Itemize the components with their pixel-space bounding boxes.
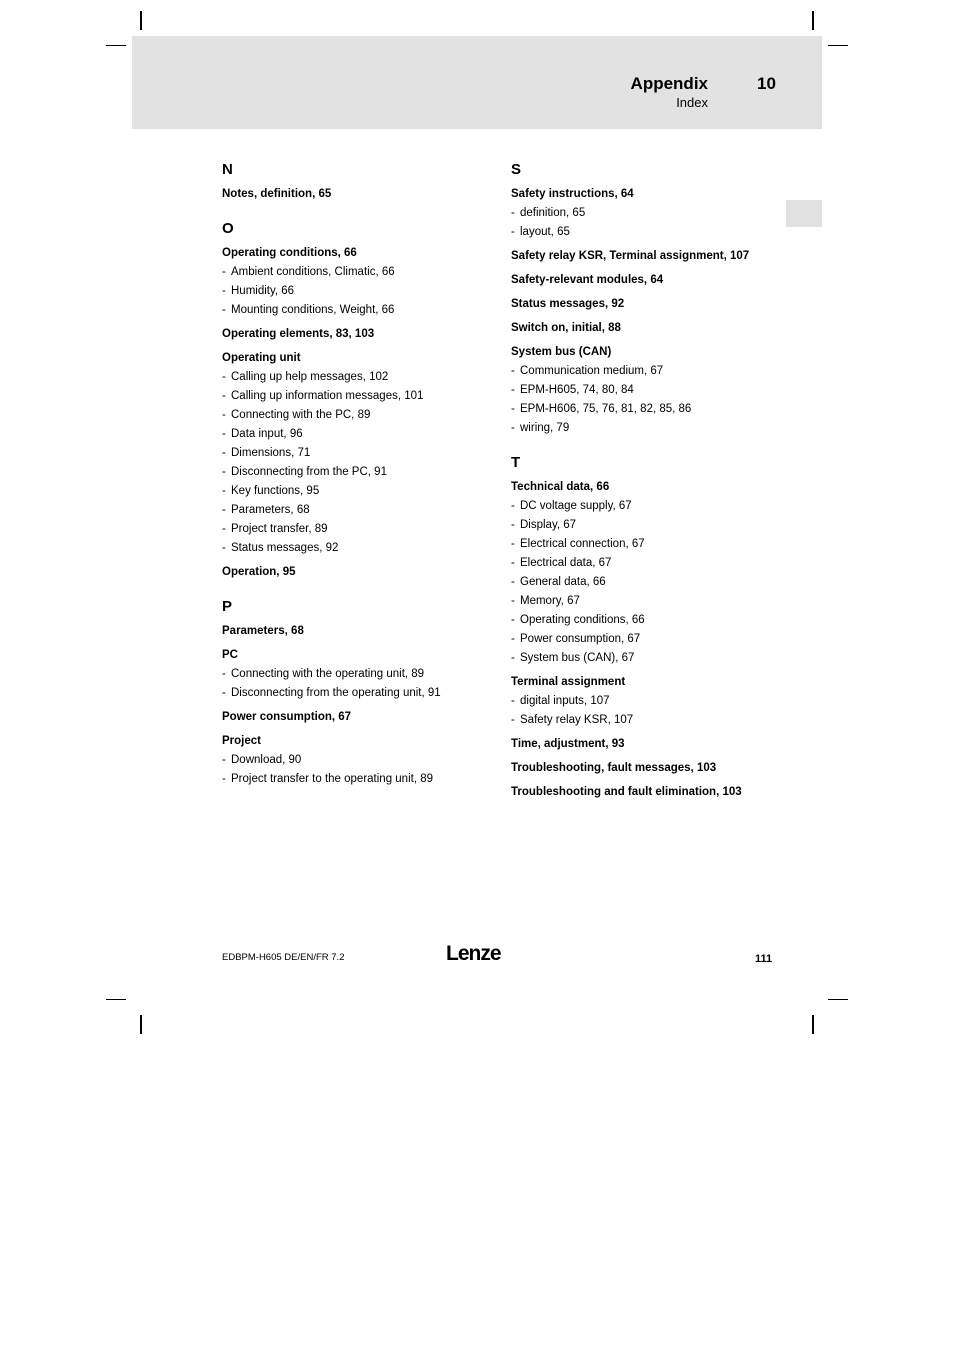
subentry-dash: -: [511, 226, 515, 238]
index-subentry: [222, 387, 492, 406]
index-term: Operation, 95: [222, 566, 296, 578]
subentry-dash: -: [222, 523, 226, 535]
page-number: 111: [755, 953, 773, 965]
index-entry: [511, 295, 781, 314]
index-subentry: [511, 573, 781, 592]
index-subentry: [511, 649, 781, 668]
subentry-text: definition, 65: [520, 207, 586, 219]
index-entry: [511, 783, 781, 802]
subentry-dash: -: [511, 384, 515, 396]
subentry-dash: -: [222, 687, 226, 699]
index-term: Operating unit: [222, 352, 301, 364]
subentry-text: EPM-H606, 75, 76, 81, 82, 85, 86: [520, 403, 692, 415]
subentry-dash: -: [511, 207, 515, 219]
subentry-text: Ambient conditions, Climatic, 66: [231, 266, 395, 278]
index-column-right: [511, 159, 781, 807]
subentry-dash: -: [222, 485, 226, 497]
index-entry: [222, 622, 492, 641]
index-entry: [511, 478, 781, 668]
index-subentry: [222, 520, 492, 539]
subentry-text: Mounting conditions, Weight, 66: [231, 304, 395, 316]
index-entry: [222, 563, 492, 582]
index-entry: [511, 319, 781, 338]
subentry-dash: -: [511, 500, 515, 512]
crop-mark: [812, 1015, 814, 1034]
subentry-text: digital inputs, 107: [520, 695, 610, 707]
index-subentry: [511, 223, 781, 242]
crop-mark: [828, 999, 848, 1000]
index-subentry: [222, 263, 492, 282]
index-subentry: [511, 554, 781, 573]
index-subentry: [511, 400, 781, 419]
subentry-dash: -: [511, 538, 515, 550]
index-subentry: [511, 419, 781, 438]
subentry-dash: -: [222, 773, 226, 785]
subentry-dash: -: [511, 595, 515, 607]
subentry-text: Download, 90: [231, 754, 302, 766]
index-entry: [222, 185, 492, 204]
subentry-dash: -: [222, 754, 226, 766]
index-subentry: [222, 684, 492, 703]
index-entry: [222, 646, 492, 703]
subentry-text: Display, 67: [520, 519, 577, 531]
subentry-dash: -: [511, 714, 515, 726]
subentry-dash: -: [222, 266, 226, 278]
chapter-number: 10: [757, 74, 776, 93]
index-subentry: [222, 665, 492, 684]
lenze-logo: Lenze: [446, 942, 501, 965]
index-term: Status messages, 92: [511, 298, 625, 310]
subentry-dash: -: [511, 652, 515, 664]
subentry-dash: -: [222, 542, 226, 554]
index-letter: O: [222, 220, 234, 237]
index-subentry: [222, 770, 492, 789]
index-entry: [511, 673, 781, 730]
index-entry: [222, 244, 492, 320]
subentry-dash: -: [511, 557, 515, 569]
crop-mark: [828, 45, 848, 46]
index-subentry: [511, 362, 781, 381]
index-subentry: [222, 539, 492, 558]
crop-mark: [140, 1015, 142, 1034]
index-section: [222, 159, 492, 204]
index-subentry: [511, 611, 781, 630]
subentry-dash: -: [511, 576, 515, 588]
index-section: [511, 159, 781, 438]
subentry-text: Project transfer, 89: [231, 523, 328, 535]
index-term: Safety-relevant modules, 64: [511, 274, 664, 286]
subentry-text: Electrical data, 67: [520, 557, 612, 569]
index-section: [222, 596, 492, 789]
subentry-dash: -: [222, 409, 226, 421]
header-band: [132, 36, 822, 129]
index-term: Terminal assignment: [511, 676, 626, 688]
subentry-dash: -: [511, 365, 515, 377]
subentry-text: System bus (CAN), 67: [520, 652, 635, 664]
subentry-text: Power consumption, 67: [520, 633, 641, 645]
crop-mark: [106, 999, 126, 1000]
index-column-left: [222, 159, 492, 794]
index-letter: N: [222, 161, 233, 178]
subentry-dash: -: [222, 668, 226, 680]
subentry-dash: -: [222, 285, 226, 297]
subentry-text: Connecting with the PC, 89: [231, 409, 371, 421]
index-term: Operating conditions, 66: [222, 247, 357, 259]
subentry-dash: -: [222, 428, 226, 440]
subentry-dash: -: [511, 695, 515, 707]
index-letter: T: [511, 454, 521, 471]
index-section: [511, 452, 781, 802]
subentry-text: Data input, 96: [231, 428, 303, 440]
subentry-text: Memory, 67: [520, 595, 580, 607]
index-subentry: [511, 711, 781, 730]
subentry-text: wiring, 79: [520, 422, 570, 434]
subentry-text: Disconnecting from the PC, 91: [231, 466, 387, 478]
index-section: [222, 218, 492, 582]
index-subentry: [222, 406, 492, 425]
index-term: Troubleshooting and fault elimination, 103: [511, 786, 742, 798]
subentry-text: EPM-H605, 74, 80, 84: [520, 384, 634, 396]
index-entry: [222, 325, 492, 344]
chapter-title: Appendix: [630, 74, 708, 93]
index-subentry: [222, 501, 492, 520]
index-entry: [511, 343, 781, 438]
index-subentry: [222, 282, 492, 301]
index-subentry: [222, 301, 492, 320]
subentry-text: DC voltage supply, 67: [520, 500, 632, 512]
index-term: Troubleshooting, fault messages, 103: [511, 762, 717, 774]
subentry-dash: -: [511, 403, 515, 415]
subentry-dash: -: [222, 504, 226, 516]
subentry-text: Parameters, 68: [231, 504, 310, 516]
index-term: Time, adjustment, 93: [511, 738, 625, 750]
subentry-dash: -: [222, 304, 226, 316]
subentry-text: Key functions, 95: [231, 485, 320, 497]
index-term: PC: [222, 649, 238, 661]
index-subentry: [222, 463, 492, 482]
subentry-text: General data, 66: [520, 576, 606, 588]
index-term: Power consumption, 67: [222, 711, 352, 723]
subentry-dash: -: [222, 371, 226, 383]
index-entry: [222, 732, 492, 789]
subentry-text: Dimensions, 71: [231, 447, 311, 459]
subentry-text: Operating conditions, 66: [520, 614, 645, 626]
index-term: Switch on, initial, 88: [511, 322, 621, 334]
index-subentry: [511, 497, 781, 516]
subentry-dash: -: [222, 447, 226, 459]
subentry-text: layout, 65: [520, 226, 570, 238]
subentry-dash: -: [511, 614, 515, 626]
index-term: Parameters, 68: [222, 625, 304, 637]
index-entry: [511, 247, 781, 266]
index-term: System bus (CAN): [511, 346, 612, 358]
index-subentry: [222, 482, 492, 501]
subentry-dash: -: [511, 519, 515, 531]
index-letter: P: [222, 598, 233, 615]
chapter-thumb-tab: [786, 200, 822, 227]
subentry-dash: -: [222, 466, 226, 478]
index-term: Operating elements, 83, 103: [222, 328, 375, 340]
subentry-text: Project transfer to the operating unit, 89: [231, 773, 434, 785]
section-title: Index: [676, 95, 708, 110]
index-subentry: [222, 444, 492, 463]
index-subentry: [511, 535, 781, 554]
subentry-text: Disconnecting from the operating unit, 91: [231, 687, 441, 699]
index-subentry: [511, 592, 781, 611]
subentry-text: Humidity, 66: [231, 285, 295, 297]
index-term: Notes, definition, 65: [222, 188, 332, 200]
subentry-text: Connecting with the operating unit, 89: [231, 668, 425, 680]
index-entry: [222, 349, 492, 558]
subentry-text: Calling up information messages, 101: [231, 390, 424, 402]
crop-mark: [106, 45, 126, 46]
index-letter: S: [511, 161, 522, 178]
index-subentry: [511, 630, 781, 649]
subentry-text: Communication medium, 67: [520, 365, 664, 377]
index-subentry: [222, 425, 492, 444]
index-subentry: [511, 516, 781, 535]
subentry-dash: -: [222, 390, 226, 402]
index-entry: [511, 185, 781, 242]
document-id: EDBPM-H605 DE/EN/FR 7.2: [222, 952, 345, 963]
index-term: Safety relay KSR, Terminal assignment, 107: [511, 250, 750, 262]
index-entry: [511, 735, 781, 754]
index-term: Safety instructions, 64: [511, 188, 634, 200]
index-term: Project: [222, 735, 261, 747]
subentry-text: Status messages, 92: [231, 542, 339, 554]
subentry-text: Safety relay KSR, 107: [520, 714, 634, 726]
subentry-text: Electrical connection, 67: [520, 538, 645, 550]
index-subentry: [511, 204, 781, 223]
subentry-dash: -: [511, 633, 515, 645]
index-term: Technical data, 66: [511, 481, 610, 493]
index-entry: [511, 759, 781, 778]
crop-mark: [140, 11, 142, 30]
subentry-dash: -: [511, 422, 515, 434]
index-subentry: [222, 751, 492, 770]
crop-mark: [812, 11, 814, 30]
index-entry: [222, 708, 492, 727]
index-entry: [511, 271, 781, 290]
index-subentry: [511, 692, 781, 711]
index-subentry: [222, 368, 492, 387]
subentry-text: Calling up help messages, 102: [231, 371, 389, 383]
index-subentry: [511, 381, 781, 400]
